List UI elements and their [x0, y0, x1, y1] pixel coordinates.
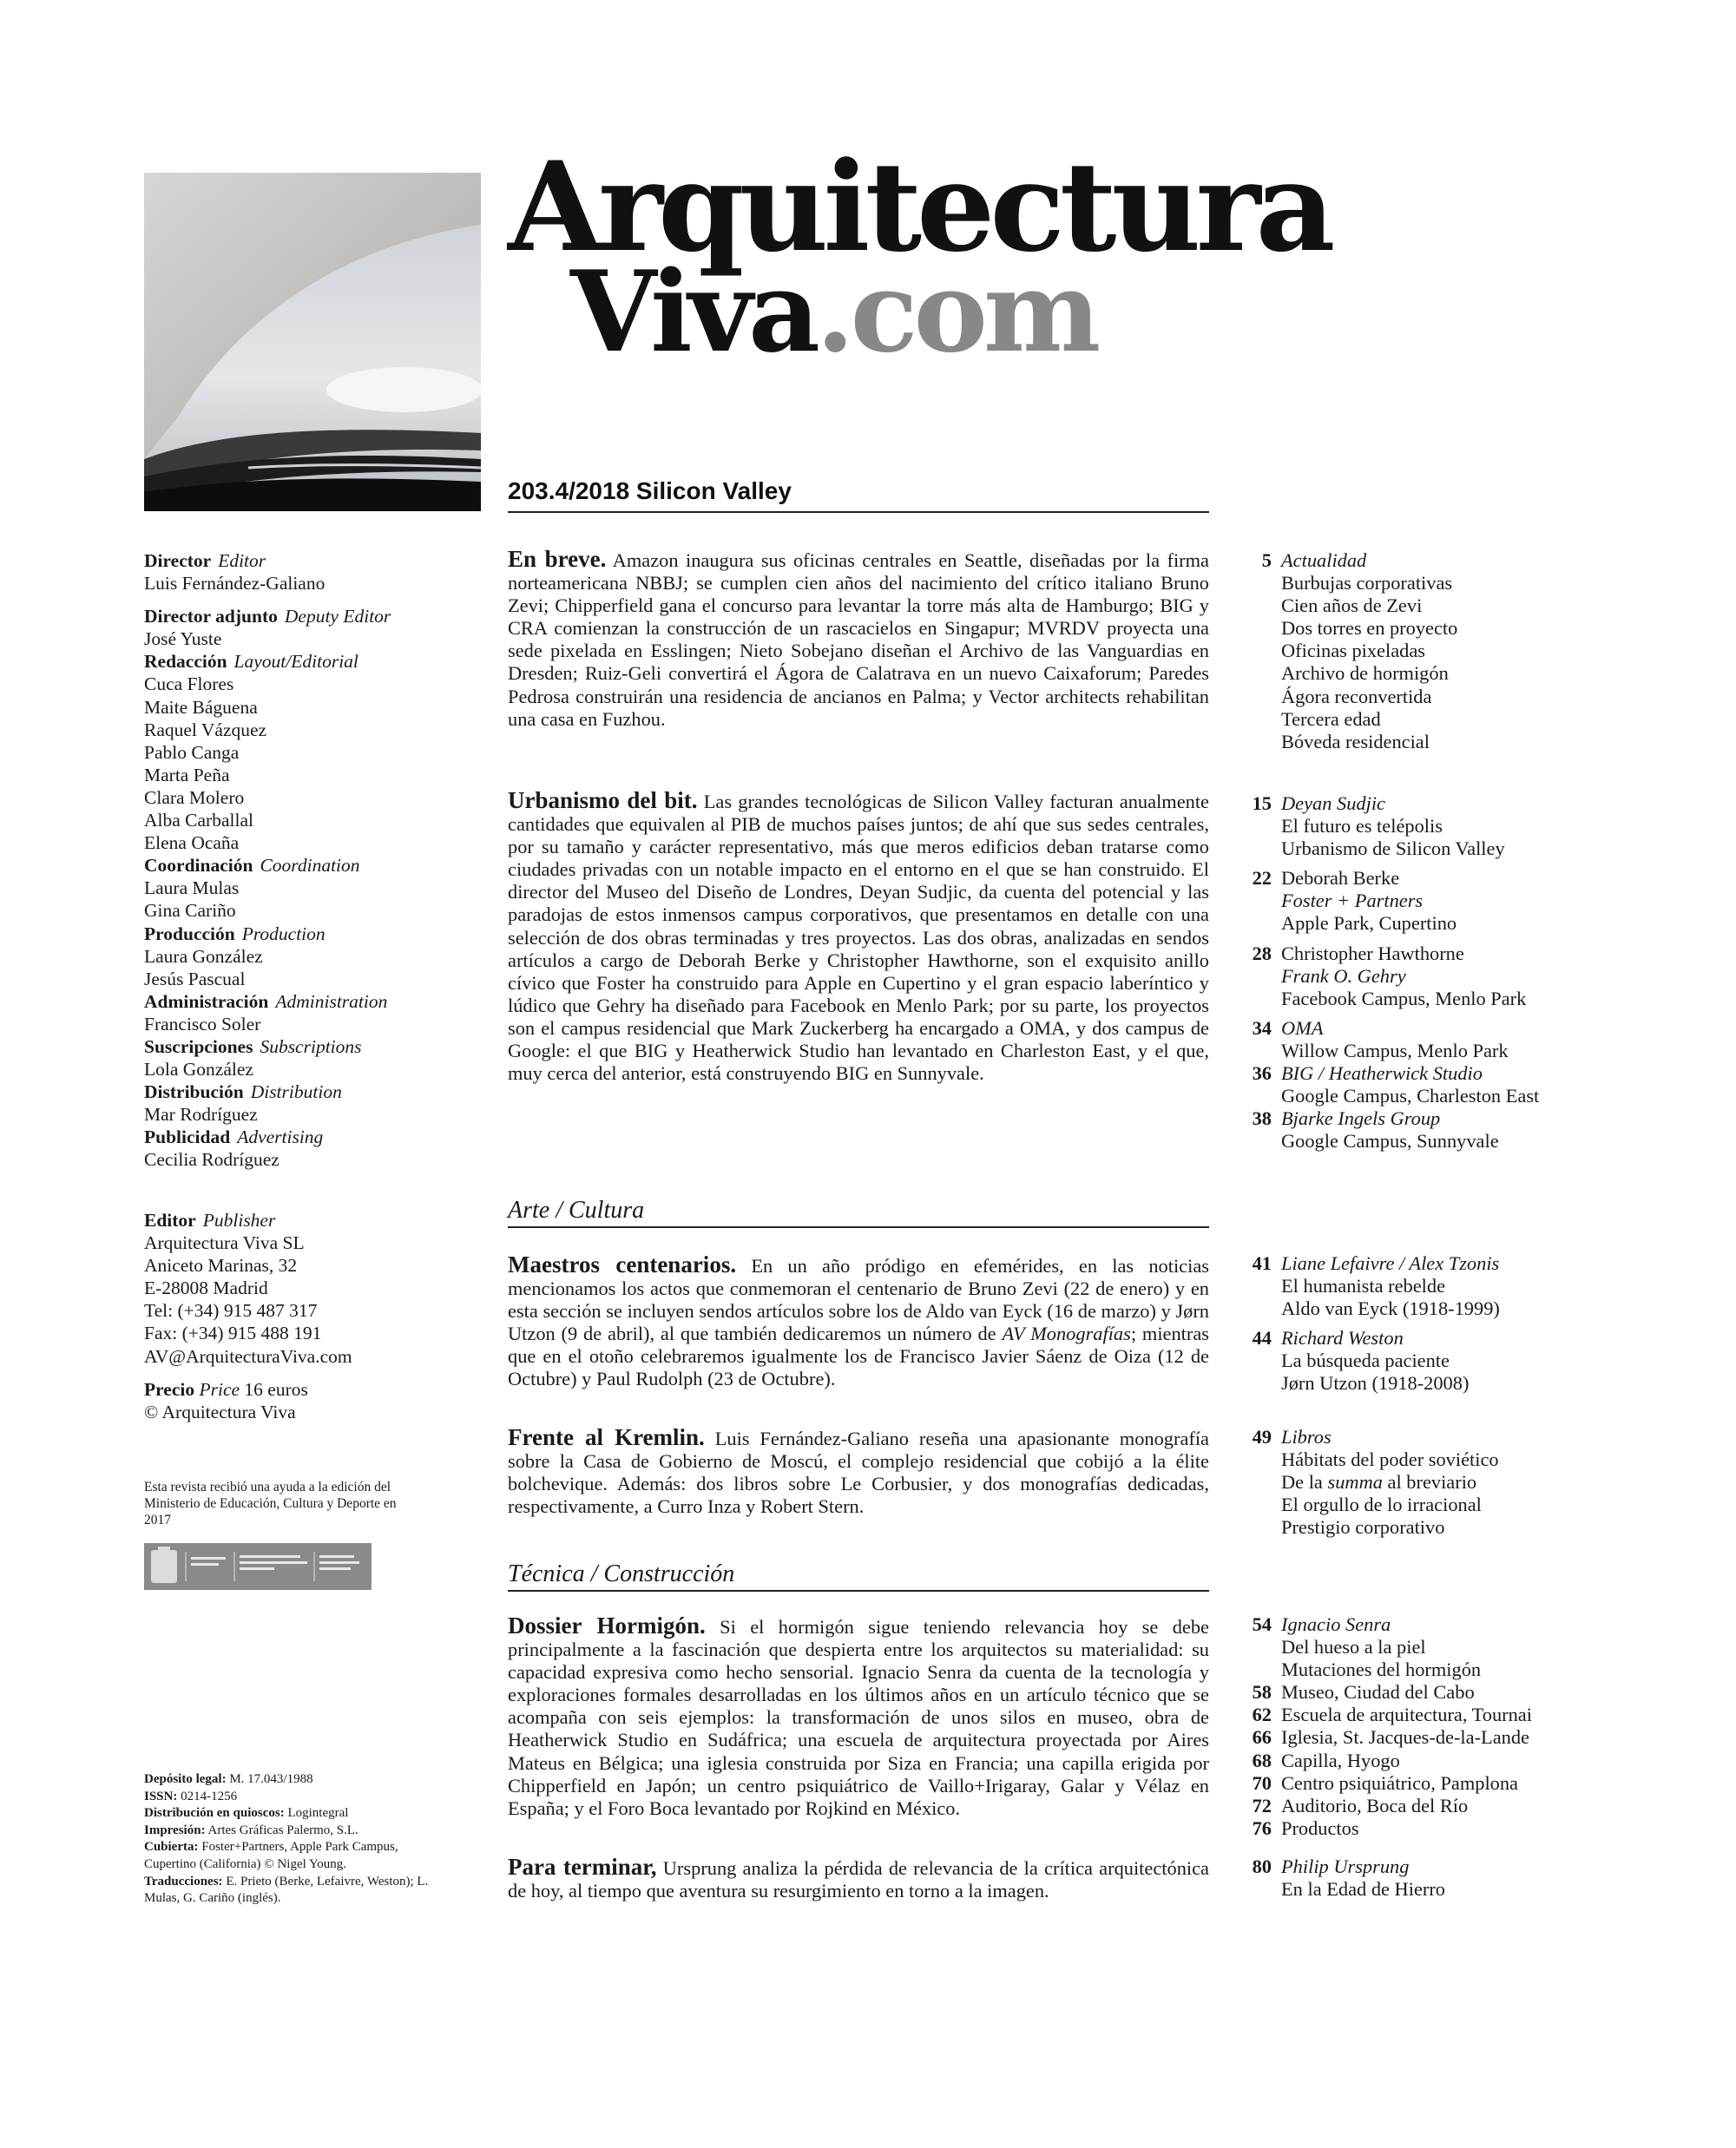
cover-image [144, 173, 481, 511]
credit-role: Administración [144, 990, 269, 1012]
publisher-phone: Tel: (+34) 915 487 317 [144, 1300, 318, 1322]
toc-silicon-valley [1237, 792, 1584, 1153]
credit-role-line [144, 923, 491, 945]
article-lead: En breve. [508, 546, 607, 572]
credit-role-en: Deputy Editor [284, 606, 391, 627]
credit-role-line [144, 1081, 491, 1103]
toc-author: Philip Ursprung [1281, 1856, 1410, 1877]
toc-entry[interactable] [1237, 1062, 1584, 1107]
toc-page-number: 38 [1252, 1107, 1272, 1130]
credit-name: Clara Molero [144, 786, 245, 808]
credit-name: Elena Ocaña [144, 832, 240, 854]
toc-page-number: 15 [1252, 792, 1272, 814]
toc-author: Bjarke Ingels Group [1281, 1107, 1441, 1130]
credit-role-en: Production [241, 923, 326, 944]
toc-page-number: 76 [1252, 1816, 1272, 1839]
toc-item: Burbujas corporativas [1281, 572, 1453, 594]
credit-role-line [144, 1126, 491, 1148]
toc-entry[interactable] [1237, 1772, 1584, 1795]
credit-name: Lola González [144, 1059, 253, 1081]
credit-role-en: Distribution [250, 1081, 342, 1103]
toc-page-number: 62 [1252, 1704, 1272, 1726]
toc-entry[interactable] [1237, 1856, 1584, 1901]
toc-entry[interactable] [1237, 1613, 1584, 1681]
toc-item: De la summa al breviario [1281, 1471, 1477, 1494]
credit-group [144, 650, 491, 854]
toc-page-number: 36 [1252, 1062, 1272, 1085]
publisher-info [144, 1209, 491, 1423]
toc-entry[interactable] [1237, 1017, 1584, 1062]
credit-name: Marta Peña [144, 764, 230, 785]
credit-name: Jesús Pascual [144, 968, 246, 989]
credit-role: Redacción [144, 651, 227, 673]
credit-role-line [144, 650, 491, 673]
toc-page-number: 34 [1252, 1016, 1272, 1039]
credit-role: Director [144, 550, 212, 571]
toc-tecnica [1237, 1613, 1584, 1840]
legal-value: 0214-1256 [181, 1789, 238, 1803]
article-para-terminar: Para terminar, Ursprung analiza la pérdida de relevancia de la crítica arquitectónica de hoy, al tiempo que aventura su resurgimiento en torno a la imagen. [508, 1854, 1209, 1902]
staff-credits [144, 549, 491, 1172]
credit-role: Producción [144, 923, 235, 944]
toc-actualidad [1237, 549, 1584, 753]
credit-name: Cecilia Rodríguez [144, 1149, 279, 1171]
article-en-breve: En breve. Amazon inaugura sus oficinas centrales en Seattle, diseñadas por la firma norteamericana NBBJ; se cumplen cien años del nacimiento del crítico italiano Bruno Zevi; Chipperfield gana el concurso para levantar la torre más alta de Hamburgo; BIG y CRA comienzan la construcción de un rascacielos en Singapur; MVRDV proyecta una sede pixelada en Esslingen; Nieto Sobejano diseñan el Archivo de las Vanguardias en Dresden; Ruiz-Geli convertirá el Ágora de Calatrava en un nuevo Caixaforum; Paredes Pedrosa construirán una residencia de ancianos en Palma; y Vector architects rehabilitan una casa en Fuzhou. [508, 546, 1209, 730]
credit-group [144, 1081, 491, 1126]
toc-author: Deyan Sudjic [1281, 792, 1385, 814]
credit-group [144, 1126, 491, 1171]
legal-value: E. Prieto (Berke, Lefaivre, Weston); L. Mulas, G. Cariño (inglés). [144, 1874, 429, 1906]
toc-page-number: 44 [1252, 1327, 1272, 1350]
toc-author: Deborah Berke [1281, 867, 1400, 890]
toc-item: Del hueso a la piel [1281, 1636, 1426, 1659]
legal-value: Logintegral [287, 1806, 349, 1821]
toc-item: Ágora reconvertida [1281, 685, 1432, 707]
toc-page-number: 68 [1252, 1749, 1272, 1771]
credit-name: Mar Rodríguez [144, 1104, 258, 1126]
toc-author: Museo, Ciudad del Cabo [1281, 1681, 1475, 1704]
credit-name: Laura Mulas [144, 877, 240, 899]
toc-page-number: 41 [1252, 1252, 1272, 1274]
legal-label: ISSN: [144, 1789, 178, 1803]
publisher-fax: Fax: (+34) 915 488 191 [144, 1323, 322, 1344]
toc-author: Centro psiquiátrico, Pamplona [1281, 1771, 1518, 1794]
article-lead: Dossier Hormigón. [508, 1613, 706, 1639]
toc-item: Hábitats del poder soviético [1281, 1448, 1499, 1471]
toc-para-terminar [1237, 1856, 1584, 1901]
toc-entry[interactable] [1237, 1252, 1584, 1320]
toc-item: Google Campus, Charleston East [1281, 1085, 1540, 1107]
credit-name: Cuca Flores [144, 673, 234, 695]
legal-line [144, 1839, 435, 1873]
legal-line [144, 1823, 435, 1840]
article-maestros: Maestros centenarios. En un año pródigo en efemérides, en las noticias mencionamos los actos que conmemoran el centenario de Bruno Zevi (22 de enero) y en esta sección se incluyen sendos artículos sobre los de Aldo van Eyck (16 de marzo) y Jørn Utzon (9 de abril), al que también dedicaremos un número de AV Monografías; mientras que en el otoño celebraremos igualmente los de Francisco Javier Sáenz de Oiza (12 de Octubre) y Paul Rudolph (23 de Octubre). [508, 1251, 1209, 1390]
toc-page-number: 54 [1252, 1613, 1272, 1635]
toc-item: En la Edad de Hierro [1281, 1878, 1445, 1901]
credit-role-line [144, 990, 491, 1013]
credit-name: Laura González [144, 945, 263, 967]
credit-role-en: Layout/Editorial [233, 651, 358, 673]
publisher-line: Arquitectura Viva SL [144, 1232, 305, 1254]
legal-label: Impresión: [144, 1823, 206, 1837]
toc-item: El humanista rebelde [1281, 1275, 1446, 1297]
credit-group [144, 990, 491, 1035]
legal-value: M. 17.043/1988 [229, 1772, 313, 1786]
legal-line [144, 1874, 435, 1908]
toc-architect: Frank O. Gehry [1281, 964, 1406, 987]
masthead-line1: Arquitectura [508, 135, 1331, 279]
masthead-suffix: .com [816, 247, 1097, 378]
credit-role: Director adjunto [144, 606, 278, 627]
credit-name: Raquel Vázquez [144, 719, 267, 740]
toc-item: Prestigio corporativo [1281, 1516, 1445, 1539]
credit-role-en: Editor [218, 550, 266, 571]
toc-entry[interactable] [1237, 1750, 1584, 1772]
toc-page-number: 72 [1252, 1794, 1272, 1816]
toc-item: Facebook Campus, Menlo Park [1281, 987, 1527, 1009]
toc-author: Christopher Hawthorne [1281, 942, 1464, 964]
toc-item: El futuro es telépolis [1281, 815, 1443, 838]
toc-item: Google Campus, Sunnyvale [1281, 1130, 1499, 1153]
credit-role-en: Subscriptions [260, 1035, 362, 1057]
toc-entry[interactable] [1237, 1704, 1584, 1726]
credit-role-line [144, 605, 491, 627]
article-lead: Maestros centenarios. [508, 1251, 737, 1278]
toc-page-number: 5 [1261, 549, 1272, 571]
legal-value: Foster+Partners, Apple Park Campus, Cupertino (California) © Nigel Young. [144, 1840, 398, 1871]
legal-label: Depósito legal: [144, 1772, 227, 1786]
toc-entry[interactable] [1237, 943, 1584, 1010]
funding-note: Esta revista recibió una ayuda a la edición del Ministerio de Educación, Cultura y Deporte en 2017 [144, 1480, 397, 1527]
credit-group [144, 605, 491, 650]
toc-item: Bóveda residencial [1281, 730, 1430, 752]
legal-line [144, 1771, 435, 1789]
article-lead: Urbanismo del bit. [508, 787, 698, 813]
toc-page-number: 28 [1252, 942, 1272, 964]
toc-author: Iglesia, St. Jacques-de-la-Lande [1281, 1726, 1529, 1749]
issue-header: 203.4/2018 Silicon Valley [508, 476, 1209, 513]
toc-entry[interactable] [1237, 1726, 1584, 1749]
credit-group [144, 1035, 491, 1081]
toc-item: Willow Campus, Menlo Park [1281, 1039, 1509, 1061]
toc-entry[interactable] [1237, 1327, 1584, 1395]
article-lead: Para terminar, [508, 1854, 657, 1880]
credit-group [144, 923, 491, 990]
toc-item: Aldo van Eyck (1918-1999) [1281, 1297, 1500, 1320]
toc-page-number: 49 [1252, 1426, 1272, 1448]
publisher-line: Aniceto Marinas, 32 [144, 1255, 298, 1277]
toc-page-number: 70 [1252, 1771, 1272, 1794]
toc-item: Apple Park, Cupertino [1281, 912, 1457, 935]
article-dossier: Dossier Hormigón. Si el hormigón sigue teniendo relevancia hoy se debe principalmente a la fascinación que despierta entre los arquitectos su materialidad: su capacidad expresiva como hecho sensorial. Ignacio Senra da cuenta de la tecnología y exploraciones formales desarrolladas en los últimos años en un artículo técnico que se acompaña con seis ejemplos: la transformación de unos silos en museo, obra de Heatherwick Studio en Sudáfrica; una escuela de arquitectura proyectada por Aires Mateus en Bélgica; una iglesia construida por Siza en Francia; una capilla erigida por Chipperfield en Japón; un centro psiquiátrico de Vaillo+Irigaray, Galar y Vélaz en España; y el Foro Boca levantado por Rojkind en México. [508, 1613, 1209, 1819]
section-tecnica-construccion: Técnica / Construcción [508, 1560, 1209, 1592]
toc-item: Archivo de hormigón [1281, 662, 1449, 685]
credit-role: Distribución [144, 1081, 244, 1103]
toc-author: Capilla, Hyogo [1281, 1749, 1400, 1771]
credit-role-line [144, 854, 491, 877]
toc-author: Escuela de arquitectura, Tournai [1281, 1704, 1532, 1726]
toc-author: Liane Lefaivre / Alex Tzonis [1281, 1252, 1500, 1274]
toc-arte-cultura [1237, 1252, 1584, 1396]
credit-role: Publicidad [144, 1127, 231, 1148]
toc-item: Oficinas pixeladas [1281, 640, 1426, 662]
credit-role-en: Advertising [237, 1127, 324, 1148]
publisher-email[interactable]: AV@ArquitecturaViva.com [144, 1345, 352, 1367]
credit-name: Pablo Canga [144, 741, 240, 763]
credit-role: Coordinación [144, 855, 253, 877]
masthead-logo [508, 135, 1331, 378]
toc-item: Dos torres en proyecto [1281, 617, 1458, 640]
credit-role-line [144, 1035, 491, 1058]
toc-entry[interactable] [1237, 1795, 1584, 1817]
publisher-role: Editor [144, 1210, 196, 1231]
legal-label: Cubierta: [144, 1840, 199, 1855]
legal-line [144, 1805, 435, 1823]
price-line: Precio Price 16 euros [144, 1378, 308, 1400]
toc-item: Mutaciones del hormigón [1281, 1659, 1482, 1681]
toc-page-number: 58 [1252, 1681, 1272, 1704]
article-lead: Frente al Kremlin. [508, 1424, 705, 1450]
toc-libros [1237, 1426, 1584, 1539]
credit-group [144, 549, 491, 594]
credit-name: Gina Cariño [144, 900, 236, 922]
legal-value: Artes Gráficas Palermo, S.L. [207, 1823, 358, 1837]
credit-name: Francisco Soler [144, 1013, 261, 1035]
masthead-line2: Viva.com [570, 247, 1097, 378]
toc-author: Auditorio, Boca del Río [1281, 1794, 1469, 1816]
article-kremlin: Frente al Kremlin. Luis Fernández-Galiano reseña una apasionante monografía sobre la Casa de Gobierno de Moscú, el complejo residencial que cobijó a la élite bolchevique. Además: dos libros sobre Le Corbusier, y dos monografías dedicadas, respectivamente, a Curro Inza y Robert Stern. [508, 1424, 1209, 1518]
credit-name: Alba Carballal [144, 810, 253, 831]
credit-role-line [144, 549, 491, 572]
copyright: © Arquitectura Viva [144, 1401, 296, 1422]
credit-name: Luis Fernández-Galiano [144, 573, 326, 594]
toc-entry[interactable] [1237, 1426, 1584, 1539]
legal-line [144, 1789, 435, 1806]
toc-entry[interactable] [1237, 1817, 1584, 1840]
credit-role-en: Coordination [260, 855, 360, 877]
legal-label: Distribución en quioscos: [144, 1806, 285, 1821]
legal-label: Traducciones: [144, 1874, 223, 1889]
publisher-role-en: Publisher [202, 1210, 276, 1231]
toc-page-number: 22 [1252, 867, 1272, 890]
credit-name: Maite Báguena [144, 696, 258, 718]
credit-role: Suscripciones [144, 1035, 253, 1057]
toc-author: BIG / Heatherwick Studio [1281, 1062, 1483, 1085]
legal-info [144, 1771, 435, 1908]
toc-item: El orgullo de lo irracional [1281, 1494, 1482, 1516]
toc-section-title: Libros [1281, 1426, 1332, 1448]
credit-group [144, 854, 491, 922]
credit-name: José Yuste [144, 628, 222, 650]
toc-author: OMA [1281, 1016, 1324, 1039]
toc-author: Ignacio Senra [1281, 1613, 1391, 1635]
toc-item: La búsqueda paciente [1281, 1350, 1450, 1372]
toc-item: Cien años de Zevi [1281, 594, 1423, 617]
toc-entry[interactable] [1237, 867, 1584, 935]
credit-role-en: Administration [275, 990, 388, 1012]
toc-page-number: 66 [1252, 1726, 1272, 1749]
toc-author: Richard Weston [1281, 1327, 1404, 1350]
toc-entry[interactable] [1237, 792, 1584, 860]
publisher-line: E-28008 Madrid [144, 1278, 268, 1299]
toc-section-title: Actualidad [1281, 549, 1367, 571]
toc-architect: Foster + Partners [1281, 890, 1424, 912]
article-urbanismo: Urbanismo del bit. Las grandes tecnológicas de Silicon Valley facturan anualmente cantidades que equivalen al PIB de muchos países juntos; de ahí que sus sedes centrales, por su tamaño y carácter representativo, más que meros edificios deban tratarse como ciudades privadas con un notable impacto en el entorno en el que se han construido. El director del Museo del Diseño de Londres, Deyan Sudjic, da cuenta del potencial y las paradojas de estos inmensos campus corporativos, que presentamos en detalle con una selección de dos obras terminadas y tres proyectos. Las dos obras, analizadas en sendos artículos a cargo de Deborah Berke y Christopher Hawthorne, son el exquisito anillo cívico que Foster ha construido para Apple en Cupertino y el gran espacio laberíntico y lúdico que Gehry ha diseñado para Facebook en Menlo Park; por su parte, los proyectos son el campus residencial que Mark Zuckerberg ha encargado a OMA, y dos campus de Google: el que BIG y Heatherwick Studio han levantado en Charleston East, y el que, muy cerca del anterior, está construyendo BIG en Sunnyvale. [508, 787, 1209, 1085]
toc-entry[interactable] [1237, 1107, 1584, 1153]
toc-page-number: 80 [1252, 1856, 1272, 1877]
toc-item: Urbanismo de Silicon Valley [1281, 838, 1505, 860]
ministry-logo [144, 1543, 372, 1590]
toc-item: Tercera edad [1281, 707, 1381, 730]
toc-entry[interactable] [1237, 549, 1584, 753]
section-arte-cultura: Arte / Cultura [508, 1197, 1209, 1228]
toc-entry[interactable] [1237, 1681, 1584, 1704]
toc-author: Productos [1281, 1816, 1359, 1839]
toc-item: Jørn Utzon (1918-2008) [1281, 1372, 1470, 1395]
